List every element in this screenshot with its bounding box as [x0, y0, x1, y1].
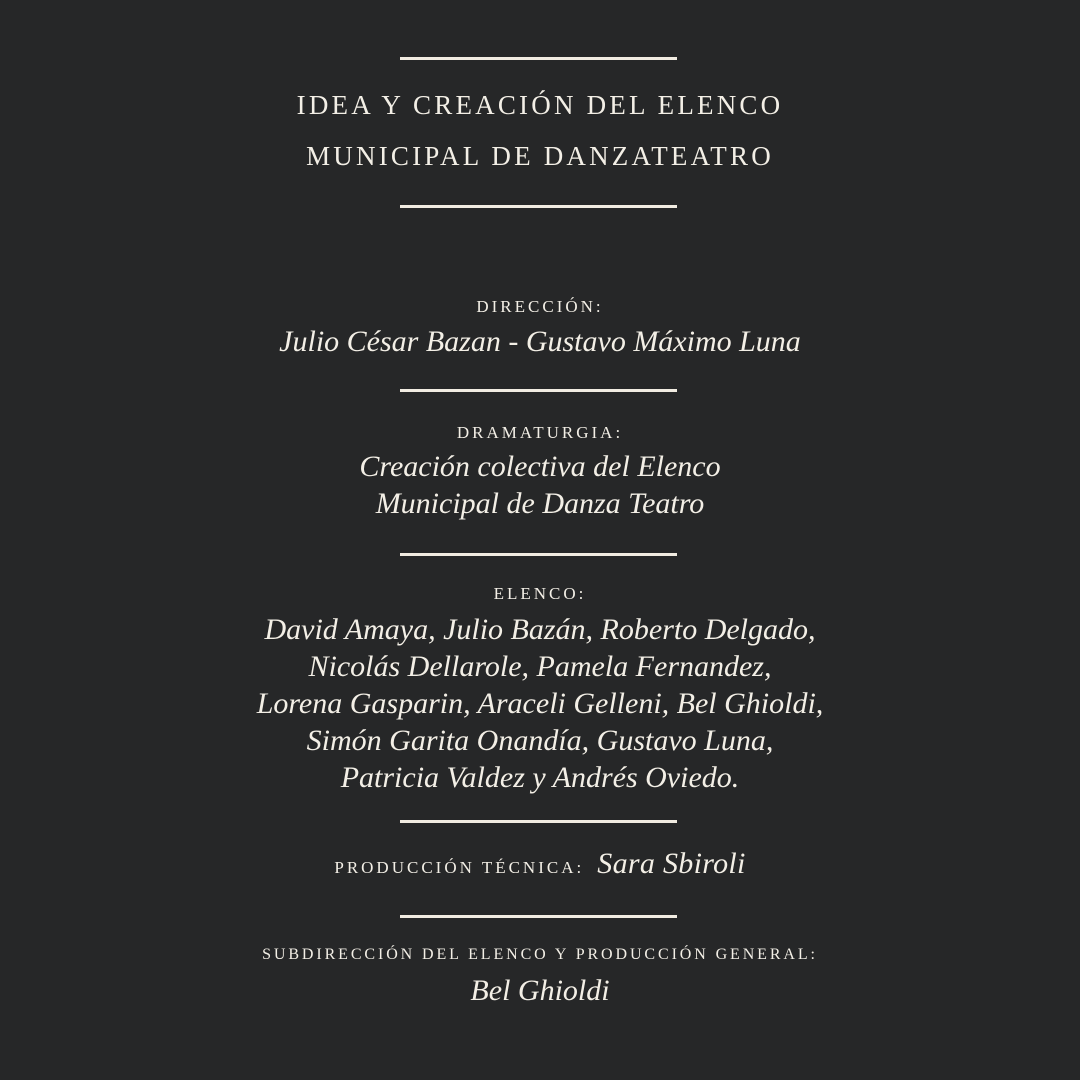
produccion-tecnica-value: Sara Sbiroli	[597, 847, 746, 880]
page-title-line-2: MUNICIPAL DE DANZATEATRO	[306, 141, 774, 171]
divider-top	[400, 57, 677, 60]
elenco-label: ELENCO:	[493, 584, 587, 603]
divider-after-produccion	[400, 915, 677, 918]
divider-after-title	[400, 205, 677, 208]
elenco-value-line-3: Lorena Gasparin, Araceli Gelleni, Bel Ghioldi,	[256, 687, 824, 720]
divider-after-dramaturgia	[400, 553, 677, 556]
produccion-tecnica-label: PRODUCCIÓN TÉCNICA:	[334, 858, 585, 877]
page-title-line-1: IDEA Y CREACIÓN DEL ELENCO	[296, 90, 784, 120]
produccion-tecnica-row	[0, 847, 1080, 881]
divider-after-elenco	[400, 820, 677, 823]
dramaturgia-value-line-2: Municipal de Danza Teatro	[375, 487, 705, 520]
direccion-label: DIRECCIÓN:	[476, 297, 604, 316]
divider-after-direccion	[400, 389, 677, 392]
direccion-value: Julio César Bazan - Gustavo Máximo Luna	[279, 325, 801, 358]
subdireccion-label: SUBDIRECCIÓN DEL ELENCO Y PRODUCCIÓN GENERAL:	[262, 946, 818, 963]
dramaturgia-label: DRAMATURGIA:	[456, 423, 624, 442]
elenco-value-line-2: Nicolás Dellarole, Pamela Fernandez,	[308, 650, 772, 683]
elenco-value-line-5: Patricia Valdez y Andrés Oviedo.	[340, 761, 740, 794]
dramaturgia-value-line-1: Creación colectiva del Elenco	[359, 450, 721, 483]
elenco-value-line-4: Simón Garita Onandía, Gustavo Luna,	[306, 724, 774, 757]
elenco-value-line-1: David Amaya, Julio Bazán, Roberto Delgado,	[264, 613, 816, 646]
subdireccion-value: Bel Ghioldi	[470, 974, 610, 1007]
